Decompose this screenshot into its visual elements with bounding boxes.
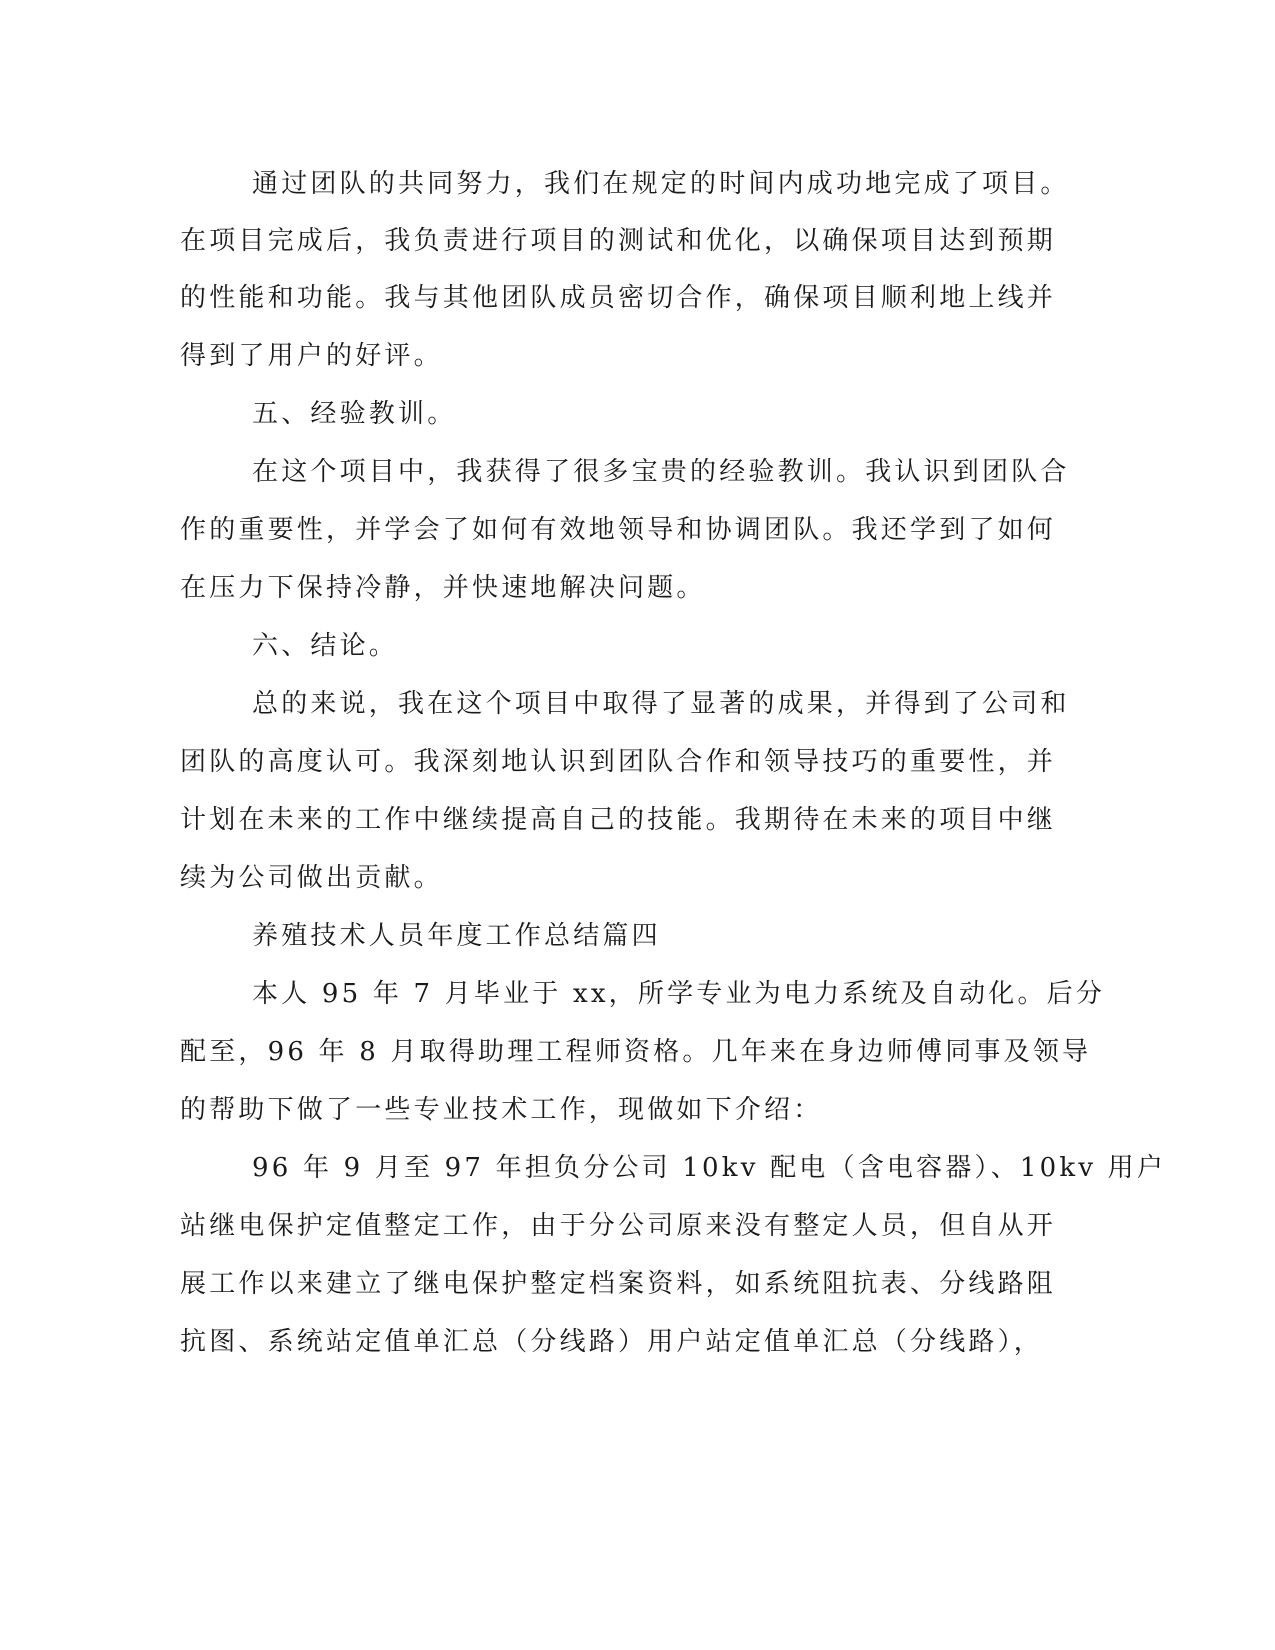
paragraph-line: 的帮助下做了一些专业技术工作，现做如下介绍： [180,1095,823,1125]
paragraph-line: 团队的高度认可。我深刻地认识到团队合作和领导技巧的重要性，并 [180,747,1057,777]
section-heading: 六、结论。 [252,631,399,661]
paragraph-line: 续为公司做出贡献。 [180,863,443,893]
paragraph-line: 的性能和功能。我与其他团队成员密切合作，确保项目顺利地上线并 [180,283,1057,313]
paragraph-line: 展工作以来建立了继电保护整定档案资料，如系统阻抗表、分线路阻 [180,1269,1057,1299]
paragraph-line: 得到了用户的好评。 [180,341,443,371]
paragraph-line: 本人 95 年 7 月毕业于 xx，所学专业为电力系统及自动化。后分 [252,979,1106,1009]
paragraph-line: 总的来说，我在这个项目中取得了显著的成果，并得到了公司和 [252,689,1070,719]
paragraph-line: 在这个项目中，我获得了很多宝贵的经验教训。我认识到团队合 [252,457,1070,487]
paragraph-line: 作的重要性，并学会了如何有效地领导和协调团队。我还学到了如何 [180,515,1057,545]
paragraph-line: 在项目完成后，我负责进行项目的测试和优化，以确保项目达到预期 [180,226,1057,256]
article-title: 养殖技术人员年度工作总结篇四 [252,921,661,951]
paragraph-line: 在压力下保持冷静，并快速地解决问题。 [180,573,706,603]
paragraph-line: 96 年 9 月至 97 年担负分公司 10kv 配电（含电容器）、10kv 用户 [252,1153,1167,1183]
paragraph-line: 计划在未来的工作中继续提高自己的技能。我期待在未来的项目中继 [180,805,1057,835]
paragraph-line: 通过团队的共同努力，我们在规定的时间内成功地完成了项目。 [252,169,1070,199]
paragraph-line: 站继电保护定值整定工作，由于分公司原来没有整定人员，但自从开 [180,1211,1057,1241]
paragraph-line: 抗图、系统站定值单汇总（分线路）用户站定值单汇总（分线路）， [180,1327,1044,1357]
section-heading: 五、经验教训。 [252,399,457,429]
paragraph-line: 配至，96 年 8 月取得助理工程师资格。几年来在身边师傅同事及领导 [180,1037,1092,1067]
